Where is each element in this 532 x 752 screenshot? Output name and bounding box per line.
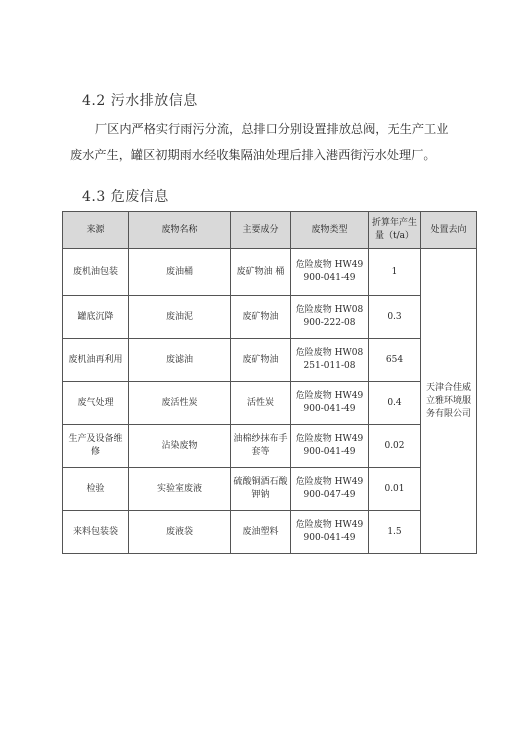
type-category: 危险废物 HW49 [295, 477, 364, 487]
cell-waste-type [291, 296, 369, 339]
type-category: 危险废物 HW49 [295, 260, 364, 270]
table-row [63, 382, 477, 425]
cell-component: 油棉纱抹布手套等 [231, 425, 291, 468]
header-waste-type: 废物类型 [291, 212, 369, 249]
header-waste-name: 废物名称 [129, 212, 231, 249]
paragraph-line-1 [70, 116, 490, 142]
table-row [63, 339, 477, 382]
cell-amount: 0.3 [369, 296, 421, 339]
cell-waste-type [291, 249, 369, 296]
table-header-row [63, 212, 477, 249]
cell-waste-type [291, 468, 369, 511]
header-annual-amount: 折算年产生量（t/a） [369, 212, 421, 249]
table-row [63, 296, 477, 339]
header-source: 来源 [63, 212, 129, 249]
cell-waste-name: 废油桶 [129, 249, 231, 296]
cell-component: 废油塑料 [231, 511, 291, 554]
cell-waste-type [291, 339, 369, 382]
type-category: 危险废物 HW49 [295, 391, 364, 401]
cell-amount: 0.02 [369, 425, 421, 468]
cell-source: 检验 [63, 468, 129, 511]
cell-amount: 0.01 [369, 468, 421, 511]
paragraph-line-1-text: 厂区内严格实行雨污分流，总排口分别设置排放总阀，无生产工业 [95, 122, 449, 136]
type-category: 危险废物 HW49 [295, 520, 364, 530]
table-row [63, 249, 477, 296]
paragraph-line-2: 废水产生，罐区初期雨水经收集隔油处理后排入港西街污水处理厂。 [70, 148, 436, 162]
section-4-2-heading: 4.2 污水排放信息 [82, 93, 198, 109]
type-category: 危险废物 HW49 [295, 434, 364, 444]
cell-waste-name: 废液袋 [129, 511, 231, 554]
section-4-3-heading: 4.3 危废信息 [82, 189, 169, 205]
cell-source: 来料包装袋 [63, 511, 129, 554]
table-row [63, 511, 477, 554]
table-row [63, 425, 477, 468]
cell-amount: 1.5 [369, 511, 421, 554]
cell-waste-name: 废活性炭 [129, 382, 231, 425]
cell-source: 废机油再利用 [63, 339, 129, 382]
header-disposal: 处置去向 [421, 212, 477, 249]
cell-component: 废矿物油 [231, 296, 291, 339]
section-4-2-paragraph [70, 116, 490, 168]
table-row [63, 468, 477, 511]
cell-waste-name: 沾染废物 [129, 425, 231, 468]
cell-waste-name: 实验室废液 [129, 468, 231, 511]
cell-source: 废气处理 [63, 382, 129, 425]
cell-component: 废矿物油 [231, 339, 291, 382]
cell-waste-type [291, 425, 369, 468]
hazardous-waste-table [62, 211, 477, 554]
type-category: 危险废物 HW08 [295, 348, 364, 358]
type-code: 251-011-08 [303, 361, 356, 371]
header-main-component: 主要成分 [231, 212, 291, 249]
type-code: 900-047-49 [303, 490, 356, 500]
type-code: 900-041-49 [303, 404, 356, 414]
cell-disposal: 天津合佳威立雅环境服务有限公司 [421, 249, 477, 554]
cell-amount: 654 [369, 339, 421, 382]
type-code: 900-222-08 [303, 318, 356, 328]
cell-waste-name: 废油泥 [129, 296, 231, 339]
cell-source: 罐底沉降 [63, 296, 129, 339]
type-code: 900-041-49 [303, 447, 356, 457]
cell-component: 废矿物油 桶 [231, 249, 291, 296]
cell-component: 硫酸铜酒石酸钾钠 [231, 468, 291, 511]
type-code: 900-041-49 [303, 273, 356, 283]
cell-amount: 1 [369, 249, 421, 296]
cell-source: 废机油包装 [63, 249, 129, 296]
cell-waste-type [291, 511, 369, 554]
type-category: 危险废物 HW08 [295, 305, 364, 315]
cell-waste-type [291, 382, 369, 425]
cell-component: 活性炭 [231, 382, 291, 425]
cell-source: 生产及设备维修 [63, 425, 129, 468]
cell-waste-name: 废滤油 [129, 339, 231, 382]
type-code: 900-041-49 [303, 533, 356, 543]
cell-amount: 0.4 [369, 382, 421, 425]
